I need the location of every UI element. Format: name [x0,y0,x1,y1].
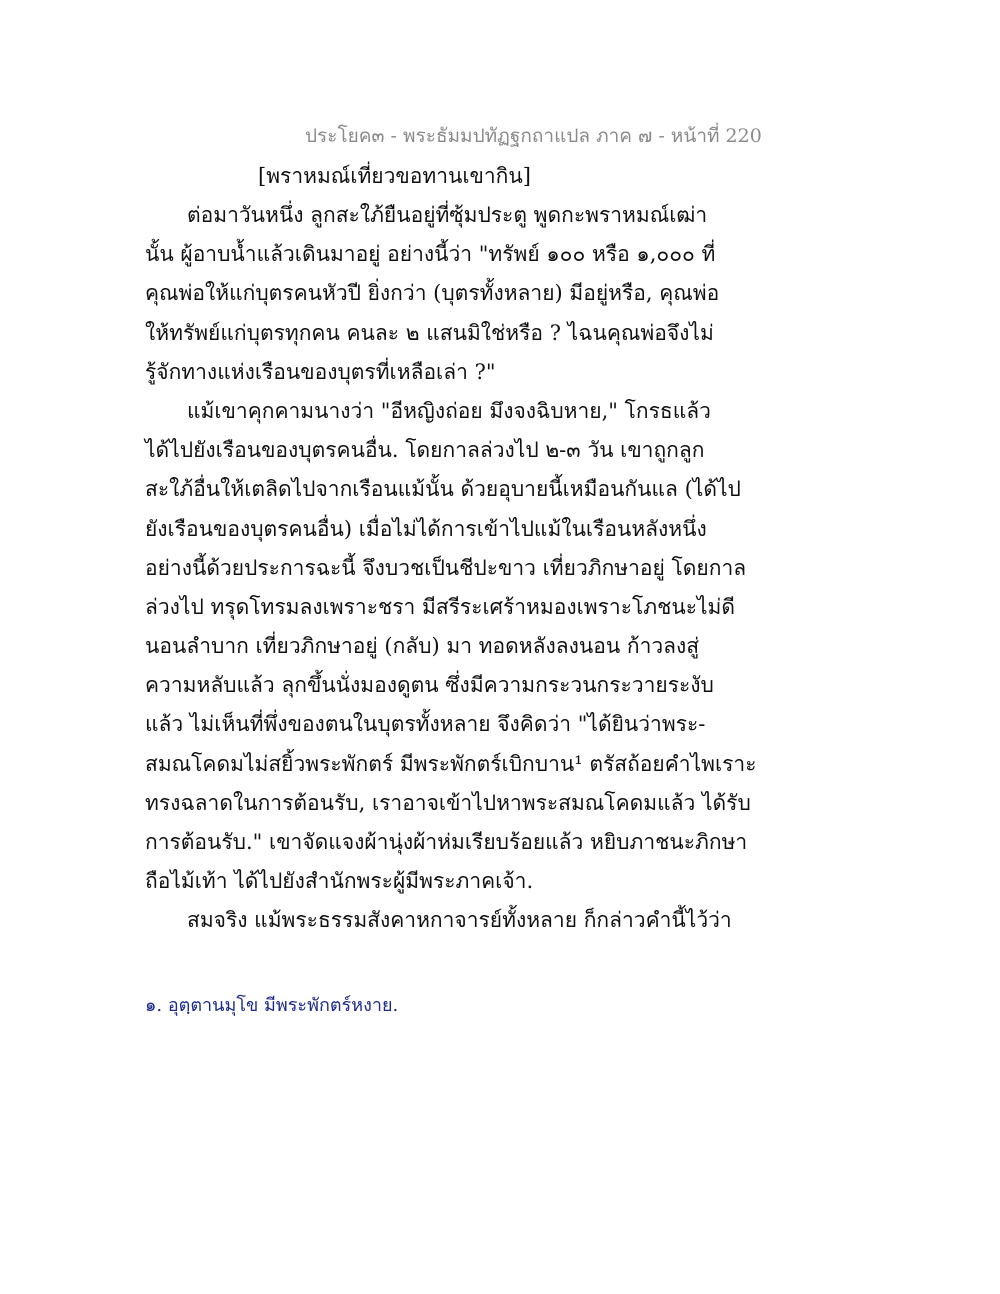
paragraph-1-line-3: คุณพ่อให้แก่บุตรคนหัวปี ยิ่งกว่า (บุตรทั้งหลาย) มีอยู่หรือ, คุณพ่อ [145,281,720,306]
paragraph-1-line-5: รู้จักทางแห่งเรือนของบุตรที่เหลือเล่า ?" [145,359,496,384]
paragraph-2-line-4: ยังเรือนของบุตรคนอื่น) เมื่อไม่ได้การเข้าไปแม้ในเรือนหลังหนึ่ง [145,516,707,541]
paragraph-2-line-8: ความหลับแล้ว ลุกขึ้นนั่งมองดูตน ซึ่งมีความกระวนกระวายระงับ [145,673,714,698]
paragraph-1-line-4: ให้ทรัพย์แก่บุตรทุกคน คนละ ๒ แสนมิใช่หรือ ? ไฉนคุณพ่อจึงไม่ [145,320,714,345]
running-header: ประโยค๓ - พระธัมมปทัฏฐกถาแปล ภาค ๗ - หน้าที่ 220 [305,125,762,147]
paragraph-2-line-10: สมณโคดมไม่สยิ้วพระพักตร์ มีพระพักตร์เบิกบาน¹ ตรัสถ้อยคำไพเราะ [145,751,757,776]
paragraph-2-line-7: นอนลำบาก เที่ยวภิกษาอยู่ (กลับ) มา ทอดหลังลงนอน ก้าวลงสู่ [145,634,700,659]
paragraph-1-line-1: ต่อมาวันหนึ่ง ลูกสะใภ้ยืนอยู่ที่ซุ้มประตู พูดกะพราหมณ์เฒ่า [187,203,708,227]
paragraph-2-line-13: ถือไม้เท้า ได้ไปยังสำนักพระผู้มีพระภาคเจ้า. [145,869,534,894]
body-text [145,196,865,941]
paragraph-2-line-12: การต้อนรับ." เขาจัดแจงผ้านุ่งผ้าห่มเรียบร้อยแล้ว หยิบภาชนะภิกษา [145,830,748,854]
footnote: ๑. อุตฺตานมุโข มีพระพักตร์หงาย. [145,995,399,1016]
paragraph-2-line-3: สะใภ้อื่นให้เตลิดไปจากเรือนแม้นั้น ด้วยอุบายนี้เหมือนกันแล (ได้ไป [145,477,741,502]
section-heading: [พราหมณ์เที่ยวขอทานเขากิน] [258,164,531,188]
paragraph-2-line-9: แล้ว ไม่เห็นที่พึ่งของตนในบุตรทั้งหลาย จึงคิดว่า "ได้ยินว่าพระ- [145,712,706,737]
paragraph-2-line-5: อย่างนี้ด้วยประการฉะนี้ จึงบวชเป็นชีปะขาว เที่ยวภิกษาอยู่ โดยกาล [145,555,747,580]
paragraph-2-line-11: ทรงฉลาดในการต้อนรับ, เราอาจเข้าไปหาพระสมณโคดมแล้ว ได้รับ [145,790,751,815]
paragraph-2-line-2: ได้ไปยังเรือนของบุตรคนอื่น. โดยกาลล่วงไป ๒-๓ วัน เขาถูกลูก [145,438,705,463]
paragraph-2-line-1: แม้เขาคุกคามนางว่า "อีหญิงถ่อย มึงจงฉิบหาย," โกรธแล้ว [187,398,711,423]
paragraph-3-line-1: สมจริง แม้พระธรรมสังคาหกาจารย์ทั้งหลาย ก็กล่าวคำนี้ไว้ว่า [187,908,732,933]
paragraph-1-line-2: นั้น ผู้อาบน้ำแล้วเดินมาอยู่ อย่างนี้ว่า "ทรัพย์ ๑๐๐ หรือ ๑,๐๐๐ ที่ [145,242,716,267]
paragraph-2-line-6: ล่วงไป ทรุดโทรมลงเพราะชรา มีสรีระเศร้าหมองเพราะโภชนะไม่ดี [145,594,736,619]
